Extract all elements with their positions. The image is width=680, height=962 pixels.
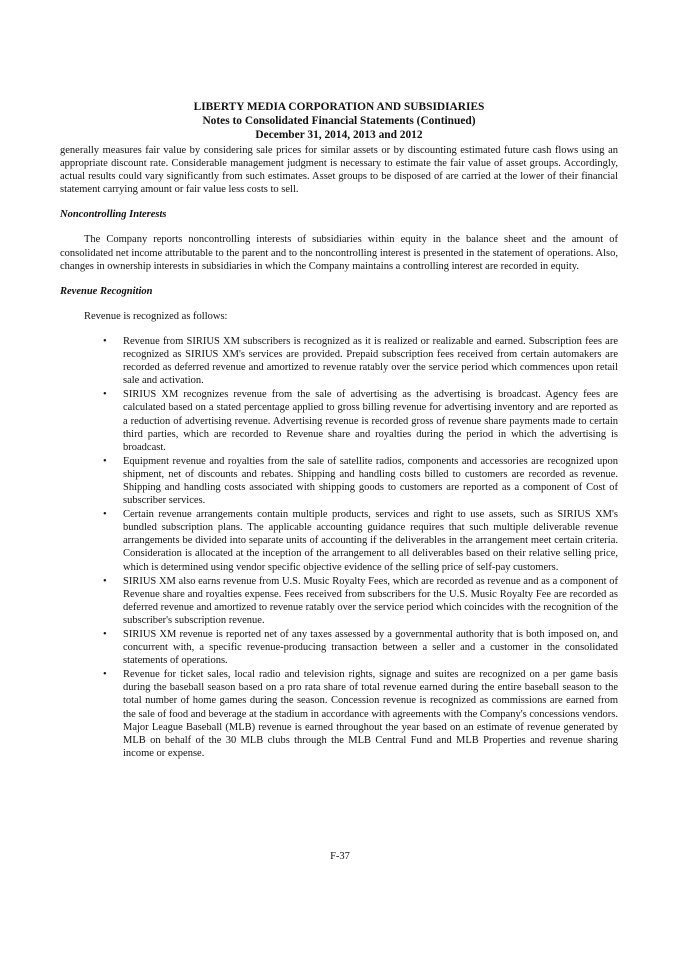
list-item [60,455,618,507]
noncontrolling-interests-heading: Noncontrolling Interests [60,209,167,221]
period-dates: December 31, 2014, 2013 and 2012 [255,129,423,141]
bullet-icon: • [103,629,107,640]
list-item-text: SIRIUS XM also earns revenue from U.S. Music Royalty Fees, which are recorded as revenue and as a component of Revenue share and royalties expense. Fees received from subscribers for the U.S. Music Royalty Fee are recorded as deferred revenue and amortized to revenue ratably over the service period which coincides with the recognition of the subscriber's subscription revenue. [123,575,618,626]
list-item-text: Certain revenue arrangements contain multiple products, services and right to use assets, such as SIRIUS XM's bundled subscription plans. The applicable accounting guidance requires that such multiple deliverable revenue arrangements be divided into separate units of accounting if the deliverables in the arrangement meet certain criteria. Consideration is allocated at the inception of the arrangement to all deliverables based on their relative selling price, which is determined using vendor specific objective evidence of the selling price of self-pay customers. [123,509,618,573]
revenue-recognition-lead: Revenue is recognized as follows: [84,310,228,322]
notes-title: Notes to Consolidated Financial Statements (Continued) [202,115,476,127]
list-item [60,668,618,760]
revenue-recognition-heading: Revenue Recognition [60,285,153,297]
bullet-icon: • [103,669,107,681]
revenue-recognition-list [60,335,618,760]
list-item [60,628,618,667]
list-item [60,335,618,387]
list-item-text: Revenue for ticket sales, local radio and television rights, signage and suites are recognized on a per game basis during the baseball season based on a pro rata share of total revenue earned during the entire baseball season to the total number of home games during the season. Concession revenue is recognized as commissions are earned from the sale of food and beverage at the stadium in accordance with agreements with the Company's concessions vendors. Major League Baseball (MLB) revenue is earned throughout the year based on an estimate of revenue generated by MLB on behalf of the 30 MLB clubs through the MLB Central Fund and MLB Properties and revenue sharing income or expense. [123,669,618,759]
document-page [60,100,618,761]
bullet-icon: • [103,575,107,587]
list-item [60,575,618,627]
bullet-icon: • [103,509,107,521]
noncontrolling-interests-paragraph: The Company reports noncontrolling interests of subsidiaries within equity in the balance sheet and the amount of consolidated net income attributable to the parent and to the noncontrolling interest is presented in the statement of operations. Also, changes in ownership interests in subsidiaries in which the Company maintains a controlling interest are recorded in equity. [60,234,618,272]
list-item-text: SIRIUS XM recognizes revenue from the sale of advertising as the advertising is broadcast. Agency fees are calculated based on a stated percentage applied to gross billing revenue for advertising inventory and are reported as a reduction of advertising revenue. Advertising revenue is recorded gross of revenue share payments made to certain third parties, which are recorded to Revenue share and royalties during the period in which the advertising is broadcast. [123,389,618,453]
list-item [60,388,618,453]
list-item [60,508,618,573]
list-item-text: Equipment revenue and royalties from the sale of satellite radios, components and accessories are recognized upon shipment, net of discounts and rebates. Shipping and handling costs billed to customers are recorded as revenue. Shipping and handling costs associated with shipping goods to customers are reported as a component of Cost of subscriber services. [123,455,618,507]
bullet-icon: • [103,335,107,347]
page-number: F-37 [330,851,350,862]
company-title: LIBERTY MEDIA CORPORATION AND SUBSIDIARIES [193,101,485,113]
list-item-text: Revenue from SIRIUS XM subscribers is recognized as it is realized or realizable and earned. Subscription fees are recognized as SIRIUS XM's services are provided. Prepaid subscription fees received from certain automakers are recorded as deferred revenue and amortized to revenue ratably over the service period which commences upon retail sale and activation. [123,335,618,387]
bullet-icon: • [103,389,107,401]
intro-paragraph: generally measures fair value by considering sale prices for similar assets or by discounting estimated future cash flows using an appropriate discount rate. Considerable management judgment is necessary to estimate the fair value of asset groups. Accordingly, actual results could vary significantly from such estimates. Asset groups to be disposed of are carried at the lower of their financial statement carrying amount or fair value less costs to sell. [60,145,618,196]
page-header [60,100,618,142]
bullet-icon: • [103,455,107,467]
list-item-text: SIRIUS XM revenue is reported net of any taxes assessed by a governmental authority that is both imposed on, and concurrent with, a specific revenue-producing transaction between a seller and a customer in the consolidated statements of operations. [123,629,618,667]
